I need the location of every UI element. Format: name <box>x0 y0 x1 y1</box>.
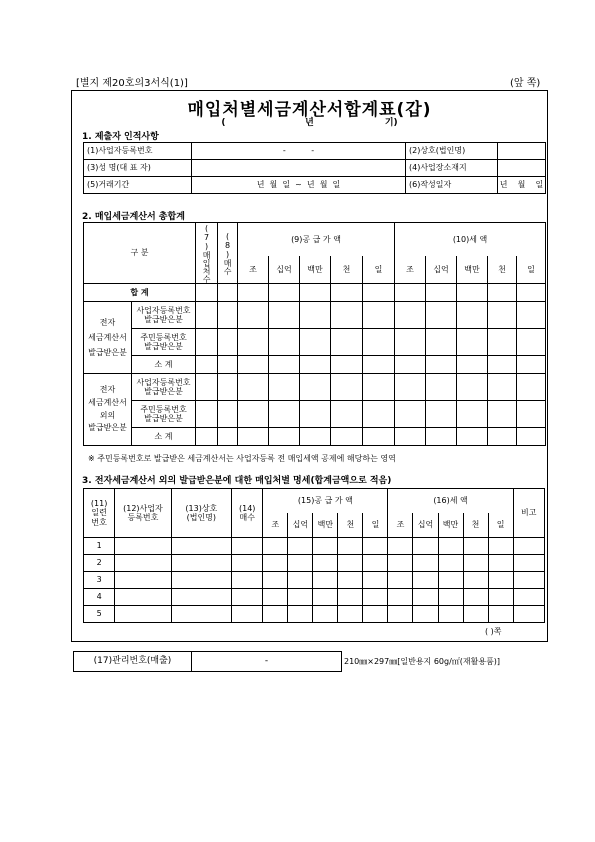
sub-residentno: 주민등록번호 발급받은분 <box>132 401 196 428</box>
detail-row <box>84 589 545 606</box>
management-number-table <box>73 651 342 672</box>
cell[interactable] <box>288 555 313 572</box>
cell[interactable] <box>388 538 413 555</box>
serial-number: 4 <box>84 589 115 606</box>
detail-row <box>84 606 545 623</box>
cell[interactable] <box>457 401 488 428</box>
cell[interactable] <box>331 356 363 374</box>
resident-number-note: ※ 주민등록번호로 발급받은 세금계산서는 사업자등록 전 매입세액 공제에 해당하는 영역 <box>88 454 396 463</box>
name-label: (3)성 명(대 표 자) <box>84 160 192 177</box>
section1-heading: 1. 제출자 인적사항 <box>82 132 159 142</box>
cell[interactable] <box>196 302 218 329</box>
cell[interactable] <box>513 589 544 606</box>
serial-number: 2 <box>84 555 115 572</box>
cell[interactable] <box>463 606 488 623</box>
cell[interactable] <box>438 589 463 606</box>
cell[interactable] <box>115 555 171 572</box>
unit-il: 일 <box>517 256 546 283</box>
cell[interactable] <box>300 302 331 329</box>
cell[interactable] <box>269 302 300 329</box>
cell[interactable] <box>388 606 413 623</box>
cell[interactable] <box>196 284 218 302</box>
cell[interactable] <box>457 302 488 329</box>
serial-number: 1 <box>84 538 115 555</box>
serial-number: 3 <box>84 572 115 589</box>
cell[interactable] <box>171 538 231 555</box>
cell[interactable] <box>196 374 218 401</box>
count-header: (14) 매수 <box>232 489 263 538</box>
company-header: (13)상호 (법인명) <box>171 489 231 538</box>
cell[interactable] <box>115 606 171 623</box>
cell[interactable] <box>288 572 313 589</box>
cell[interactable] <box>513 538 544 555</box>
cell[interactable] <box>313 589 338 606</box>
cell[interactable] <box>457 428 488 446</box>
cell[interactable] <box>438 606 463 623</box>
cell[interactable] <box>488 572 513 589</box>
unit-il: 일 <box>363 256 395 283</box>
cell[interactable] <box>517 428 546 446</box>
cell[interactable] <box>463 538 488 555</box>
cell[interactable] <box>363 329 395 356</box>
cell[interactable] <box>238 329 269 356</box>
cell[interactable] <box>438 555 463 572</box>
cell[interactable] <box>395 356 426 374</box>
cell[interactable] <box>115 572 171 589</box>
cell[interactable] <box>388 572 413 589</box>
cell[interactable] <box>395 284 426 302</box>
unit-sibeok: 십억 <box>426 256 457 283</box>
unit-cheon: 천 <box>338 513 363 538</box>
cell[interactable] <box>331 329 363 356</box>
cell[interactable] <box>395 428 426 446</box>
cell[interactable] <box>338 538 363 555</box>
cell[interactable] <box>363 374 395 401</box>
unit-sibeok: 십억 <box>413 513 438 538</box>
cell[interactable] <box>269 374 300 401</box>
cell[interactable] <box>331 284 363 302</box>
serial-number: 5 <box>84 606 115 623</box>
paper-spec: 210㎜×297㎜[일반용지 60g/㎡(재활용품)] <box>344 657 501 666</box>
supply-amount-header: (15)공 급 가 액 <box>263 489 388 514</box>
cell[interactable] <box>488 401 517 428</box>
cell[interactable] <box>269 401 300 428</box>
cell[interactable] <box>238 302 269 329</box>
cell[interactable] <box>263 606 288 623</box>
cell[interactable] <box>331 302 363 329</box>
cell[interactable] <box>363 428 395 446</box>
cell[interactable] <box>457 374 488 401</box>
cell[interactable] <box>218 374 238 401</box>
unit-baekman: 백만 <box>300 256 331 283</box>
cell[interactable] <box>218 284 238 302</box>
unit-cheon: 천 <box>331 256 363 283</box>
cell[interactable] <box>457 329 488 356</box>
unit-jo: 조 <box>388 513 413 538</box>
detail-row <box>84 538 545 555</box>
serial-header: (11) 일련 번호 <box>84 489 115 538</box>
cell[interactable] <box>238 374 269 401</box>
company-label: (2)상호(법인명) <box>406 143 498 160</box>
cell[interactable] <box>263 555 288 572</box>
cell[interactable] <box>513 606 544 623</box>
cell[interactable] <box>395 374 426 401</box>
cell[interactable] <box>413 555 438 572</box>
cell[interactable] <box>232 606 263 623</box>
group-electronic: 전자 세금계산서 발급받은분 <box>84 302 132 374</box>
cell[interactable] <box>517 401 546 428</box>
write-date-field[interactable]: 년 월 일 <box>498 177 546 194</box>
count-header: (8)매수 <box>218 223 238 284</box>
suppliers-header: (7)매입처수 <box>196 223 218 284</box>
cell[interactable] <box>196 329 218 356</box>
cell[interactable] <box>313 555 338 572</box>
cell[interactable] <box>238 428 269 446</box>
cell[interactable] <box>338 555 363 572</box>
bizno-header: (12)사업자 등록번호 <box>115 489 171 538</box>
total-row-label: 합 계 <box>84 284 196 302</box>
cell[interactable] <box>115 589 171 606</box>
cell[interactable] <box>232 589 263 606</box>
cell[interactable] <box>238 284 269 302</box>
unit-baekman: 백만 <box>457 256 488 283</box>
cell[interactable] <box>300 356 331 374</box>
cell[interactable] <box>338 589 363 606</box>
cell[interactable] <box>331 374 363 401</box>
section2-heading: 2. 매입세금계산서 총합계 <box>82 212 185 222</box>
cell[interactable] <box>218 356 238 374</box>
cell[interactable] <box>463 572 488 589</box>
cell[interactable] <box>517 356 546 374</box>
cell[interactable] <box>218 401 238 428</box>
unit-cheon: 천 <box>488 256 517 283</box>
sub-residentno: 주민등록번호 발급받은분 <box>132 329 196 356</box>
cell[interactable] <box>438 538 463 555</box>
cell[interactable] <box>488 555 513 572</box>
cell[interactable] <box>300 401 331 428</box>
sub-bizno: 사업자등록번호 발급받은분 <box>132 374 196 401</box>
tax-header: (16)세 액 <box>388 489 513 514</box>
cell[interactable] <box>232 572 263 589</box>
cell[interactable] <box>488 428 517 446</box>
cell[interactable] <box>331 401 363 428</box>
cell[interactable] <box>232 538 263 555</box>
cell[interactable] <box>338 606 363 623</box>
form-period <box>71 115 548 128</box>
cell[interactable] <box>463 555 488 572</box>
cell[interactable] <box>232 555 263 572</box>
company-field[interactable] <box>498 143 546 160</box>
cell[interactable] <box>238 356 269 374</box>
cell[interactable] <box>426 374 457 401</box>
cell[interactable] <box>196 428 218 446</box>
management-number-field[interactable]: - <box>192 652 342 672</box>
cell[interactable] <box>115 538 171 555</box>
cell[interactable] <box>263 572 288 589</box>
write-date-label: (6)작성일자 <box>406 177 498 194</box>
cell[interactable] <box>517 284 546 302</box>
unit-sibeok: 십억 <box>269 256 300 283</box>
cell[interactable] <box>269 356 300 374</box>
cell[interactable] <box>269 428 300 446</box>
cell[interactable] <box>288 589 313 606</box>
biz-reg-no-label: (1)사업자등록번호 <box>84 143 192 160</box>
cell[interactable] <box>288 538 313 555</box>
cell[interactable] <box>218 428 238 446</box>
cell[interactable] <box>438 572 463 589</box>
biz-reg-no-field[interactable]: - - <box>192 143 406 160</box>
summary-table <box>83 222 546 446</box>
cell[interactable] <box>196 356 218 374</box>
cell[interactable] <box>171 572 231 589</box>
cell[interactable] <box>288 606 313 623</box>
sub-bizno: 사업자등록번호 발급받은분 <box>132 302 196 329</box>
cell[interactable] <box>395 302 426 329</box>
cell[interactable] <box>517 374 546 401</box>
page-side: (앞 쪽) <box>510 78 541 89</box>
cell[interactable] <box>457 356 488 374</box>
cell[interactable] <box>413 589 438 606</box>
cell[interactable] <box>269 329 300 356</box>
submitter-table <box>83 142 546 194</box>
cell[interactable] <box>313 538 338 555</box>
cell[interactable] <box>238 401 269 428</box>
cell[interactable] <box>171 555 231 572</box>
unit-baekman: 백만 <box>438 513 463 538</box>
cell[interactable] <box>263 538 288 555</box>
cell[interactable] <box>338 572 363 589</box>
detail-row <box>84 555 545 572</box>
cell[interactable] <box>363 284 395 302</box>
cell[interactable] <box>426 356 457 374</box>
address-field[interactable] <box>498 160 546 177</box>
cell[interactable] <box>300 374 331 401</box>
cell[interactable] <box>517 329 546 356</box>
detail-table <box>83 488 545 623</box>
name-field[interactable] <box>192 160 406 177</box>
cell[interactable] <box>488 284 517 302</box>
cell[interactable] <box>263 589 288 606</box>
period-year: 년 <box>305 118 314 128</box>
cell[interactable] <box>363 401 395 428</box>
cell[interactable] <box>300 329 331 356</box>
cell[interactable] <box>363 538 388 555</box>
cell[interactable] <box>426 284 457 302</box>
unit-baekman: 백만 <box>313 513 338 538</box>
cell[interactable] <box>513 555 544 572</box>
cell[interactable] <box>517 302 546 329</box>
period-term: 기) <box>384 118 398 128</box>
cell[interactable] <box>363 302 395 329</box>
trade-period-field[interactable]: 년 월 일 ~ 년 월 일 <box>192 177 406 194</box>
unit-jo: 조 <box>395 256 426 283</box>
remark-header: 비고 <box>513 489 544 538</box>
cell[interactable] <box>363 555 388 572</box>
cell[interactable] <box>388 589 413 606</box>
cell[interactable] <box>313 572 338 589</box>
unit-jo: 조 <box>238 256 269 283</box>
cell[interactable] <box>488 329 517 356</box>
cell[interactable] <box>300 428 331 446</box>
cell[interactable] <box>488 374 517 401</box>
page-marker: ( )쪽 <box>485 627 502 636</box>
cell[interactable] <box>196 401 218 428</box>
cell[interactable] <box>488 606 513 623</box>
cell[interactable] <box>488 302 517 329</box>
unit-sibeok: 십억 <box>288 513 313 538</box>
cell[interactable] <box>413 572 438 589</box>
cell[interactable] <box>300 284 331 302</box>
cell[interactable] <box>426 302 457 329</box>
cell[interactable] <box>488 538 513 555</box>
cell[interactable] <box>463 589 488 606</box>
cell[interactable] <box>513 572 544 589</box>
cell[interactable] <box>426 329 457 356</box>
tax-header: (10)세 액 <box>395 223 546 257</box>
cell[interactable] <box>388 555 413 572</box>
cell[interactable] <box>331 428 363 446</box>
group-other: 전자 세금계산서 외의 발급받은분 <box>84 374 132 446</box>
management-number-label: (17)관리번호(매출) <box>74 652 192 672</box>
cell[interactable] <box>218 302 238 329</box>
supply-amount-header: (9)공 급 가 액 <box>238 223 395 257</box>
unit-cheon: 천 <box>463 513 488 538</box>
trade-period-label: (5)거래기간 <box>84 177 192 194</box>
cell[interactable] <box>426 428 457 446</box>
subtotal-label: 소 계 <box>132 428 196 446</box>
cell[interactable] <box>426 401 457 428</box>
cell[interactable] <box>395 329 426 356</box>
detail-row <box>84 572 545 589</box>
cell[interactable] <box>413 606 438 623</box>
unit-jo: 조 <box>263 513 288 538</box>
subtotal-label: 소 계 <box>132 356 196 374</box>
unit-il: 일 <box>363 513 388 538</box>
category-header: 구 분 <box>84 223 196 284</box>
cell[interactable] <box>363 606 388 623</box>
address-label: (4)사업장소재지 <box>406 160 498 177</box>
cell[interactable] <box>269 284 300 302</box>
cell[interactable] <box>171 606 231 623</box>
cell[interactable] <box>457 284 488 302</box>
cell[interactable] <box>363 356 395 374</box>
cell[interactable] <box>413 538 438 555</box>
cell[interactable] <box>171 589 231 606</box>
unit-il: 일 <box>488 513 513 538</box>
form-number: [별지 제20호의3서식(1)] <box>76 78 188 89</box>
cell[interactable] <box>313 606 338 623</box>
form-title: 매입처별세금계산서합계표(갑) <box>187 100 432 120</box>
cell[interactable] <box>395 401 426 428</box>
section3-heading: 3. 전자세금계산서 외의 발급받은분에 대한 매입처별 명세(합계금액으로 적음) <box>82 476 392 486</box>
cell[interactable] <box>218 329 238 356</box>
cell[interactable] <box>363 572 388 589</box>
period-open: ( <box>221 118 226 128</box>
cell[interactable] <box>363 589 388 606</box>
cell[interactable] <box>488 589 513 606</box>
cell[interactable] <box>488 356 517 374</box>
